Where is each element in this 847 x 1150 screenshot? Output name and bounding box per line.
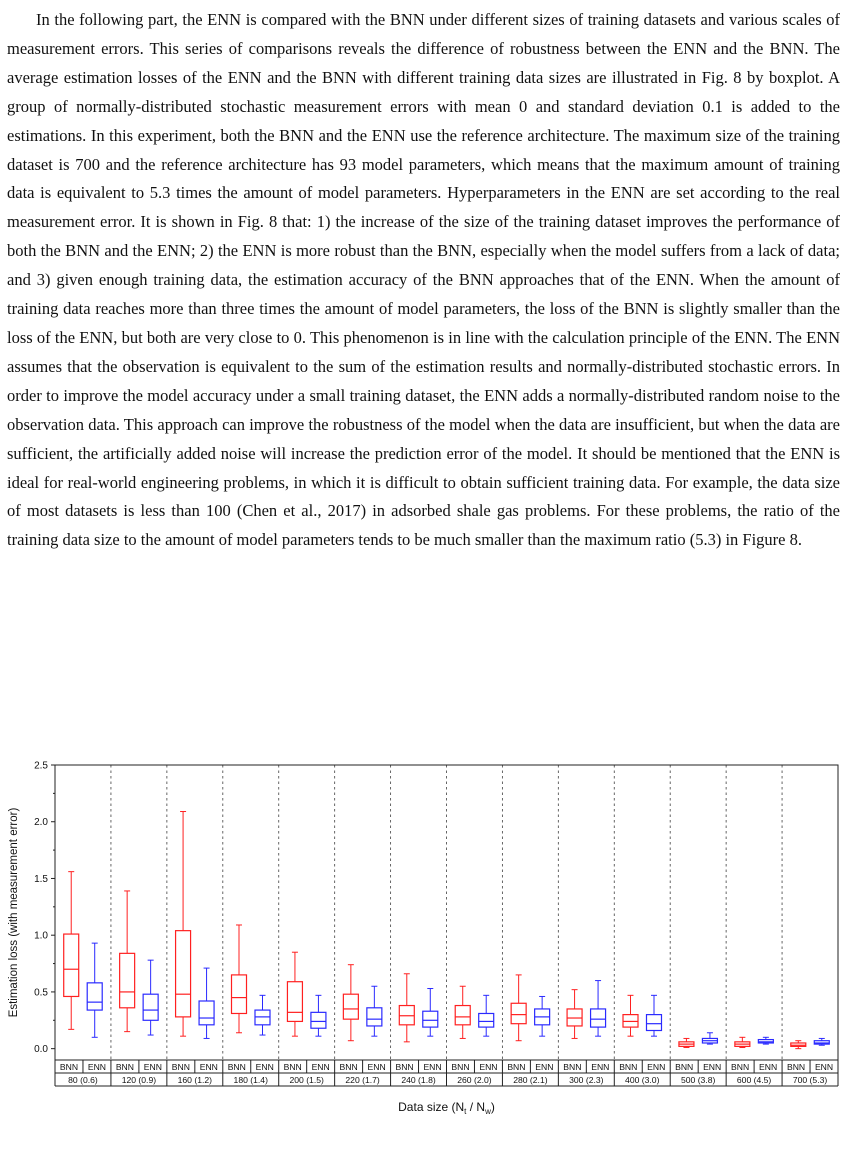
box-bnn (567, 990, 582, 1039)
group-label-enn: ENN (479, 1062, 498, 1072)
box-iqr (511, 1003, 526, 1023)
box-enn (479, 995, 494, 1036)
group-label-enn: ENN (703, 1062, 722, 1072)
y-tick-label: 1.5 (34, 873, 48, 885)
group-label-bnn: BNN (451, 1062, 470, 1072)
box-enn (646, 995, 661, 1036)
x-category-label: 280 (2.1) (513, 1075, 548, 1085)
group-label-enn: ENN (87, 1062, 107, 1072)
box-iqr (455, 1006, 470, 1025)
group-label-enn: ENN (423, 1062, 442, 1072)
box-bnn (735, 1037, 750, 1047)
box-enn (535, 996, 550, 1036)
x-category-label: 160 (1.2) (177, 1075, 213, 1085)
box-bnn (511, 975, 526, 1041)
box-bnn (791, 1041, 806, 1049)
body-paragraph: In the following part, the ENN is compared with the BNN under different sizes of training datasets and various scales of measurement errors. This series of comparisons reveals the difference of robustness between the ENN and the BNN. The average estimation losses of the ENN and the BNN with different training data sizes are illustrated in Fig. 8 by boxplot. A group of normally-distributed stochastic measurement errors with mean 0 and standard deviation 0.1 is added to the estimations. In this experiment, both the BNN and the ENN use the reference architecture. The maximum size of the training dataset is 700 and the reference architecture has 93 model parameters, which means that the maximum amount of training data is equivalent to 5.3 times the amount of model parameters. Hyperparameters in the ENN are set according to the real measurement error. It is shown in Fig. 8 that: 1) the increase of the size of the training dataset improves the performance of both the BNN and the ENN; 2) the ENN is more robust than the BNN, especially when the model suffers from a lack of data; and 3) given enough training data, the estimation accuracy of the BNN approaches that of the ENN. When the amount of training data reaches more than three times the amount of model parameters, the loss of the BNN is slightly smaller than the loss of the ENN, but both are very close to 0. This phenomenon is in line with the calculation principle of the ENN. The ENN assumes that the observation is equivalent to the sum of the estimation results and normally-distributed stochastic errors. In order to improve the model accuracy under a small training dataset, the ENN adds a normally-distributed random noise to the observation data. This approach can improve the robustness of the model when the data are insufficient, but when the data are sufficient, the artificially added noise will increase the prediction error of the model. It should be mentioned that the ENN is ideal for real-world engineering problems, in which it is difficult to obtain sufficient training data. For example, the data size of most datasets is less than 100 (Chen et al., 2017) in adsorbed shale gas problems. For these problems, the ratio of the training data size to the amount of model parameters tends to be much smaller than the maximum ratio (5.3) in Figure 8. (7, 10, 840, 550)
y-tick-label: 1.0 (34, 930, 48, 942)
x-category-label: 240 (1.8) (401, 1075, 436, 1085)
group-label-bnn: BNN (563, 1062, 582, 1072)
group-label-bnn: BNN (731, 1062, 750, 1072)
group-label-bnn: BNN (786, 1062, 806, 1072)
x-axis-label-subscript: w (485, 1107, 491, 1116)
x-category-label: 700 (5.3) (792, 1075, 828, 1085)
group-label-enn: ENN (367, 1062, 386, 1072)
box-enn (758, 1037, 773, 1044)
box-iqr (479, 1013, 494, 1027)
group-label-bnn: BNN (395, 1062, 414, 1072)
box-iqr (64, 934, 79, 996)
group-label-bnn: BNN (115, 1062, 134, 1072)
box-enn (423, 989, 438, 1037)
x-axis-label-part: Data size (N (398, 1100, 465, 1114)
box-bnn (679, 1038, 694, 1047)
group-label-enn: ENN (535, 1062, 554, 1072)
x-category-label: 500 (3.8) (680, 1075, 716, 1085)
y-tick-label: 2.5 (34, 760, 48, 772)
group-label-enn: ENN (814, 1062, 834, 1072)
box-iqr (143, 994, 158, 1020)
group-label-bnn: BNN (339, 1062, 358, 1072)
box-bnn (120, 891, 135, 1032)
y-axis-label: Estimation loss (with measurement error) (8, 807, 20, 1018)
group-label-enn: ENN (199, 1062, 218, 1072)
y-tick-label: 0.0 (34, 1044, 48, 1056)
box-iqr (199, 1001, 214, 1025)
group-label-enn: ENN (143, 1062, 162, 1072)
box-iqr (176, 931, 191, 1017)
group-label-bnn: BNN (283, 1062, 302, 1072)
group-label-enn: ENN (647, 1062, 666, 1072)
figure-8 (0, 755, 847, 1150)
box-enn (814, 1038, 829, 1045)
box-bnn (343, 965, 358, 1041)
box-enn (702, 1033, 717, 1044)
group-label-enn: ENN (311, 1062, 330, 1072)
box-iqr (87, 983, 102, 1010)
box-bnn (176, 812, 191, 1037)
box-iqr (343, 994, 358, 1019)
group-label-enn: ENN (591, 1062, 610, 1072)
group-label-enn: ENN (759, 1062, 778, 1072)
box-iqr (646, 1015, 661, 1031)
y-tick-label: 2.0 (34, 817, 48, 829)
group-label-bnn: BNN (59, 1062, 79, 1072)
box-enn (367, 986, 382, 1036)
box-enn (591, 981, 606, 1037)
box-enn (199, 968, 214, 1038)
x-category-label: 120 (0.9) (121, 1075, 157, 1085)
group-label-bnn: BNN (227, 1062, 246, 1072)
box-enn (143, 960, 158, 1035)
box-enn (87, 943, 102, 1037)
group-label-bnn: BNN (675, 1062, 694, 1072)
x-category-label: 260 (2.0) (457, 1075, 492, 1085)
group-label-bnn: BNN (619, 1062, 638, 1072)
box-iqr (367, 1008, 382, 1026)
box-bnn (399, 974, 414, 1042)
group-label-enn: ENN (255, 1062, 274, 1072)
box-bnn (623, 995, 638, 1036)
box-enn (255, 995, 270, 1035)
box-iqr (287, 982, 302, 1022)
box-iqr (591, 1009, 606, 1027)
group-label-bnn: BNN (507, 1062, 526, 1072)
x-category-label: 220 (1.7) (345, 1075, 380, 1085)
x-axis-label-part: / N (466, 1100, 486, 1114)
box-bnn (287, 952, 302, 1036)
box-iqr (311, 1012, 326, 1028)
box-bnn (64, 872, 79, 1030)
x-category-label: 80 (0.6) (68, 1075, 98, 1085)
box-enn (311, 995, 326, 1036)
x-axis-label-part: ) (490, 1100, 495, 1114)
x-category-label: 400 (3.0) (625, 1075, 660, 1085)
box-iqr (232, 975, 247, 1014)
x-axis-label (398, 1100, 495, 1116)
x-category-label: 300 (2.3) (569, 1075, 604, 1085)
y-tick-label: 0.5 (34, 987, 48, 999)
box-iqr (120, 953, 135, 1007)
box-bnn (455, 986, 470, 1038)
box-iqr (423, 1011, 438, 1027)
x-category-label: 180 (1.4) (233, 1075, 268, 1085)
group-label-bnn: BNN (171, 1062, 190, 1072)
box-bnn (232, 925, 247, 1033)
x-axis-label-subscript: t (464, 1107, 467, 1116)
x-category-label: 600 (4.5) (736, 1075, 772, 1085)
x-category-label: 200 (1.5) (289, 1075, 324, 1085)
boxplot-chart (0, 755, 847, 1150)
